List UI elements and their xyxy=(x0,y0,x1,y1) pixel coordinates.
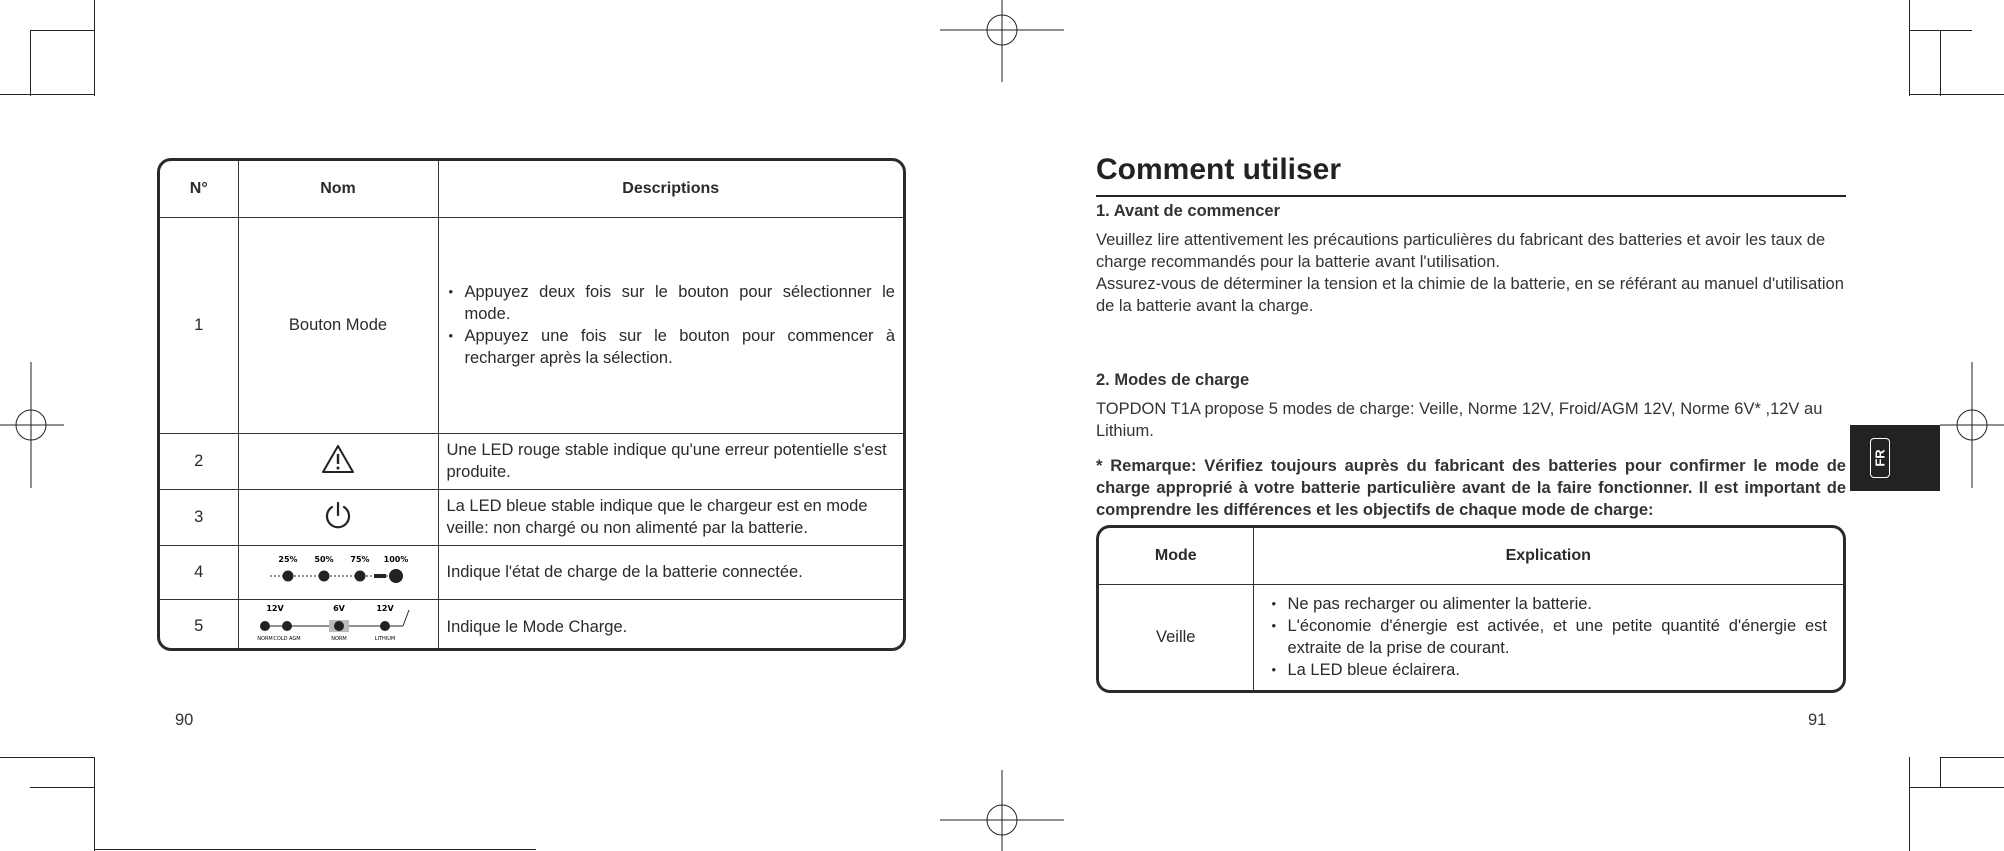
power-icon xyxy=(323,500,353,530)
note-paragraph: * Remarque: Vérifiez toujours auprès du fabricant des batteries pour confirmer le mode de charge approprié à votre batterie particulière avant de la faire fonctionner. Il est important de comprendre les différences et les objectifs de chaque mode de charge: xyxy=(1096,457,1846,519)
table-row xyxy=(1099,584,1843,690)
bullet-item: • La LED bleue éclairera. xyxy=(1270,659,1828,681)
header-explication: Explication xyxy=(1253,528,1843,584)
section-heading: 2. Modes de charge xyxy=(1096,371,1250,389)
language-tab xyxy=(1850,425,1940,491)
bullet-item: • Appuyez deux fois sur le bouton pour sélectionner le mode. xyxy=(447,281,896,325)
table-row xyxy=(160,433,903,489)
level-label: 100% xyxy=(383,554,408,564)
charge-level-leds-icon xyxy=(268,552,408,588)
level-label: 25% xyxy=(278,554,298,564)
mode-type-label: NORM xyxy=(257,636,273,643)
bullet-item: • L'économie d'énergie est activée, et une petite quantité d'énergie est extraite de la prise de courant. xyxy=(1270,615,1828,659)
section-heading: 1. Avant de commencer xyxy=(1096,202,1281,220)
row-description: Indique l'état de charge de la batterie connectée. xyxy=(438,545,903,599)
mode-type-label: NORM xyxy=(331,636,347,643)
row-mode: Veille xyxy=(1099,584,1253,690)
table-row xyxy=(160,545,903,599)
page-title: Comment utiliser xyxy=(1096,153,1342,186)
level-label: 75% xyxy=(350,554,370,564)
row-number: 5 xyxy=(160,599,238,651)
components-table xyxy=(157,158,906,651)
mode-voltage-label: 12V xyxy=(266,604,284,614)
charge-mode-leds-icon xyxy=(253,602,423,646)
mode-type-label: LITHIUM xyxy=(374,636,396,643)
mode-voltage-label: 6V xyxy=(333,604,345,614)
modes-table xyxy=(1096,525,1846,693)
mode-type-label: COLD AGM xyxy=(273,636,301,643)
table-row xyxy=(160,599,903,651)
section-paragraph: TOPDON T1A propose 5 modes de charge: Veille, Norme 12V, Froid/AGM 12V, Norme 6V* ,12V au Lithium. xyxy=(1096,400,1823,440)
header-name: Nom xyxy=(238,161,438,217)
header-mode: Mode xyxy=(1099,528,1253,584)
section-paragraph: Assurez-vous de déterminer la tension et la chimie de la batterie, en se référant au manuel d'utilisation de la batterie avant la charge. xyxy=(1096,275,1844,315)
row-number: 2 xyxy=(160,433,238,489)
section-paragraph: Veuillez lire attentivement les précautions particulières du fabricant des batteries et avoir les taux de charge recommandés pour la batterie avant l'utilisation. xyxy=(1096,231,1826,271)
page-number-right: 91 xyxy=(1808,711,1827,729)
registration-mark-right xyxy=(1940,362,2004,488)
page-number-left: 90 xyxy=(175,711,194,729)
registration-mark-left xyxy=(0,362,64,488)
row-number: 1 xyxy=(160,217,238,433)
header-descriptions: Descriptions xyxy=(438,161,903,217)
header-number: N° xyxy=(160,161,238,217)
table-row xyxy=(160,217,903,433)
row-description: Une LED rouge stable indique qu'une erreur potentielle s'est produite. xyxy=(438,433,903,489)
registration-mark-bottom xyxy=(940,770,1064,851)
row-number: 3 xyxy=(160,489,238,545)
row-number: 4 xyxy=(160,545,238,599)
row-description: Indique le Mode Charge. xyxy=(438,599,903,651)
row-name: Bouton Mode xyxy=(238,217,438,433)
warning-triangle-icon xyxy=(321,444,355,474)
language-tab-label: FR xyxy=(1870,438,1890,478)
row-description: La LED bleue stable indique que le chargeur est en mode veille: non chargé ou non alimenté par la batterie. xyxy=(438,489,903,545)
row-explication xyxy=(1253,584,1843,690)
level-label: 50% xyxy=(314,554,334,564)
row-description xyxy=(438,217,903,433)
table-header-row xyxy=(160,161,903,217)
title-rule xyxy=(1096,195,1846,197)
registration-mark-top xyxy=(940,0,1064,82)
table-row xyxy=(160,489,903,545)
mode-voltage-label: 12V xyxy=(376,604,394,614)
table-header-row xyxy=(1099,528,1843,584)
bullet-item: • Appuyez une fois sur le bouton pour commencer à recharger après la sélection. xyxy=(447,325,896,369)
bullet-item: • Ne pas recharger ou alimenter la batterie. xyxy=(1270,593,1828,615)
